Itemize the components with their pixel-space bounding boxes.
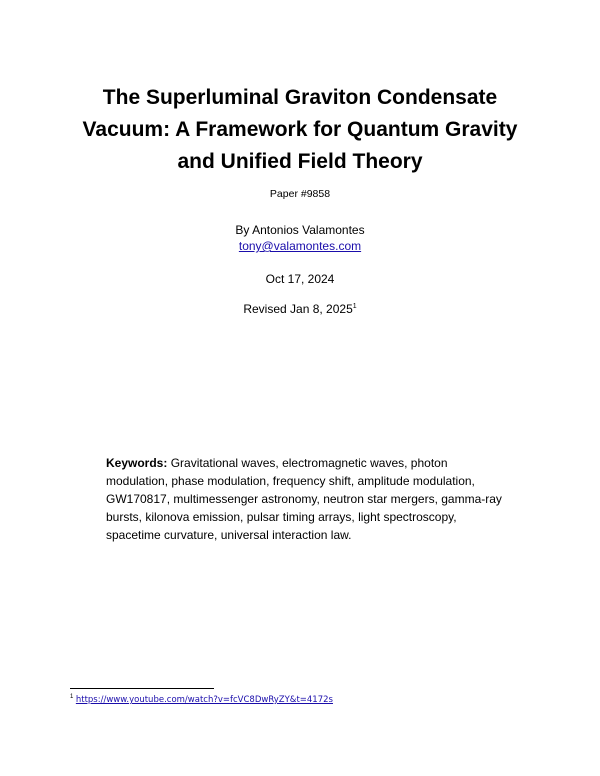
author-name: By Antonios Valamontes [235, 223, 365, 237]
paper-number: Paper #9858 [269, 188, 331, 200]
title-line-3: and Unified Field Theory [177, 150, 423, 173]
footnote [70, 693, 333, 706]
footnote-divider [70, 688, 214, 689]
title-line-1: The Superluminal Graviton Condensate [102, 86, 498, 109]
author-email [0, 238, 600, 254]
footnote-reference[interactable]: 1 [352, 303, 357, 310]
keywords-paragraph [106, 454, 506, 544]
keywords-label: Keywords: [106, 456, 168, 470]
paper-title [40, 82, 560, 178]
footnote-mark: 1 [70, 694, 74, 700]
footnote-link[interactable]: https://www.youtube.com/watch?v=fcVC8DwRyZY&t=4172s [75, 695, 333, 705]
title-line-2: Vacuum: A Framework for Quantum Gravity [82, 118, 518, 141]
revised-date-text: Revised Jan 8, 2025 [243, 302, 353, 316]
revised-date [0, 301, 600, 317]
keywords-text: Gravitational waves, electromagnetic waves, photon modulation, phase modulation, frequency shift, amplitude modulation, GW170817, multimessenger astronomy, neutron star mergers, gamma-ray bursts, kilonova emission, pulsar timing arrays, light spectroscopy, spacetime curvature, universal interaction law. [106, 456, 502, 542]
publication-date: Oct 17, 2024 [265, 272, 335, 286]
email-link[interactable]: tony@valamontes.com [238, 239, 362, 253]
